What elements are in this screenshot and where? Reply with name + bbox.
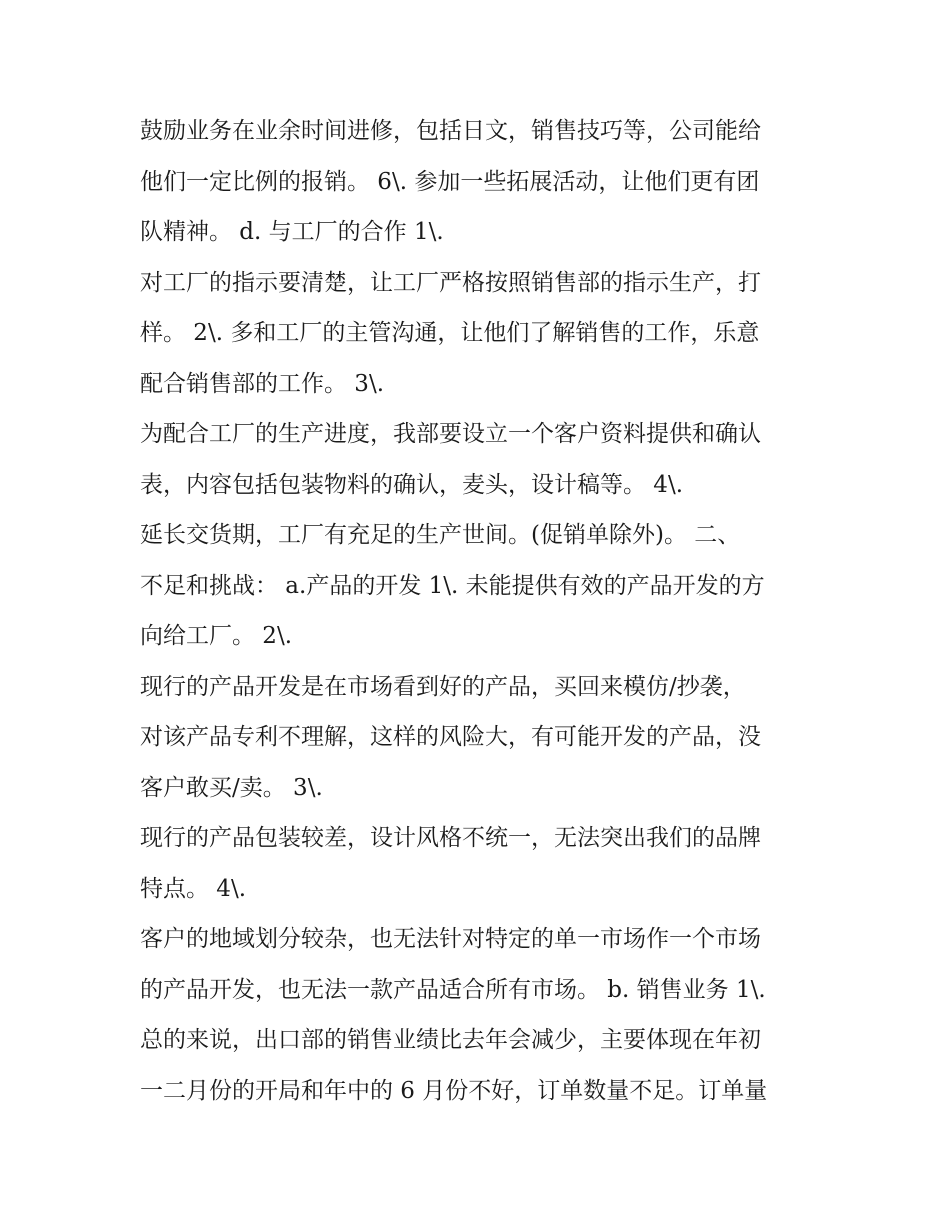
text-line: 不足和挑战： a.产品的开发 1\. 未能提供有效的产品开发的方: [140, 572, 765, 599]
text-line: 队精神。 d. 与工厂的合作 1\.: [140, 219, 444, 245]
text-line: 特点。 4\.: [140, 875, 247, 902]
text-line: 客户的地域划分较杂，也无法针对特定的单一市场作一个市场: [140, 926, 761, 952]
text-line: 现行的产品包装较差，设计风格不统一，无法突出我们的品牌: [140, 825, 761, 851]
text-line: 为配合工厂的生产进度，我部要设立一个客户资料提供和确认: [140, 421, 761, 447]
text-line: 总的来说，出口部的销售业绩比去年会减少，主要体现在年初: [140, 1027, 761, 1053]
text-line: 客户敢买/卖。 3\.: [140, 774, 323, 801]
text-line: 对工厂的指示要清楚，让工厂严格按照销售部的指示生产，打: [140, 269, 761, 296]
text-line: 配合销售部的工作。 3\.: [140, 370, 385, 397]
text-line: 延长交货期，工厂有充足的生产世间。(促销单除外)。 二、: [140, 522, 741, 548]
document-body: [140, 106, 820, 1116]
text-line: 样。 2\. 多和工厂的主管沟通，让他们了解销售的工作，乐意: [140, 320, 760, 346]
text-line: 一二月份的开局和年中的 6 月份不好，订单数量不足。订单量: [140, 1077, 768, 1104]
text-line: 现行的产品开发是在市场看到好的产品，买回来模仿/抄袭，: [140, 673, 746, 700]
text-line: 对该产品专利不理解，这样的风险大，有可能开发的产品，没: [140, 724, 761, 750]
text-line: 的产品开发，也无法一款产品适合所有市场。 b. 销售业务 1\.: [140, 976, 766, 1003]
text-line: 他们一定比例的报销。 6\. 参加一些拓展活动，让他们更有团: [140, 168, 760, 195]
text-line: 鼓励业务在业余时间进修，包括日文，销售技巧等，公司能给: [140, 118, 761, 144]
text-line: 向给工厂。 2\.: [140, 623, 293, 649]
text-line: 表，内容包括包装物料的确认，麦头，设计稿等。 4\.: [140, 471, 684, 498]
